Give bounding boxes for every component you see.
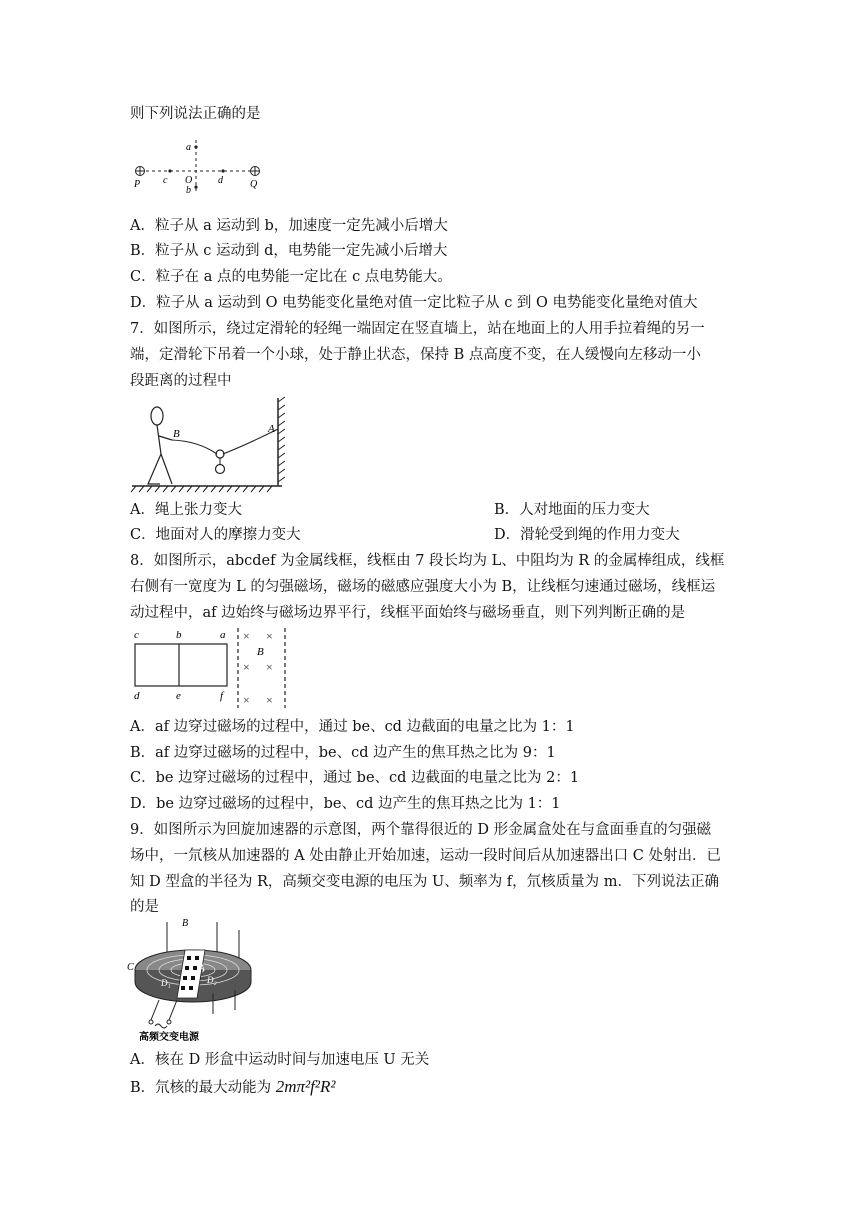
q7-stem-1: 7．如图所示，绕过定滑轮的轻绳一端固定在竖直墙上，站在地面上的人用手拉着绳的另一 bbox=[130, 321, 705, 337]
q8-label-b: b bbox=[176, 629, 182, 641]
q9-stem-4: 的是 bbox=[130, 899, 159, 915]
q6-figure bbox=[130, 136, 270, 196]
q6-label-P: P bbox=[134, 179, 141, 190]
q9-option-a: A．核在 D 形盒中运动时间与加速电压 U 无关 bbox=[130, 1052, 430, 1068]
svg-text:×: × bbox=[243, 660, 250, 674]
q7-stem-2: 端，定滑轮下吊着一个小球，处于静止状态，保持 B 点高度不变，在人缓慢向左移动一小 bbox=[130, 347, 701, 363]
q7-label-B: B bbox=[173, 428, 180, 440]
q8-label-c: c bbox=[134, 629, 139, 641]
q8-option-b: B．af 边穿过磁场的过程中，be、cd 边产生的焦耳热之比为 9：1 bbox=[130, 745, 556, 761]
q8-label-d: d bbox=[134, 690, 140, 702]
q9-option-b bbox=[130, 1077, 335, 1098]
q8-figure bbox=[130, 624, 295, 710]
q6-label-Q: Q bbox=[250, 179, 258, 190]
q6-label-a: a bbox=[186, 142, 191, 153]
q6-option-c: C．粒子在 a 点的电势能一定比在 c 点电势能大。 bbox=[130, 269, 452, 285]
q9-label-A: A bbox=[199, 963, 205, 973]
q6-label-b: b bbox=[186, 185, 191, 196]
svg-text:×: × bbox=[243, 693, 250, 707]
q6-label-c: c bbox=[163, 175, 168, 186]
svg-text:×: × bbox=[266, 660, 273, 674]
q6-option-b: B．粒子从 c 运动到 d，电势能一定先减小后增大 bbox=[130, 243, 448, 259]
q7-figure bbox=[128, 396, 293, 494]
svg-text:×: × bbox=[266, 693, 273, 707]
q7-option-d: D．滑轮受到绳的作用力变大 bbox=[494, 527, 680, 543]
q9-stem-1: 9．如图所示为回旋加速器的示意图，两个靠得很近的 D 形金属盒处在与盒面垂直的匀强磁 bbox=[130, 822, 712, 838]
q7-stem-3: 段距离的过程中 bbox=[130, 373, 232, 389]
q8-label-e: e bbox=[176, 690, 181, 702]
q9-stem-2: 场中，一氘核从加速器的 A 处由静止开始加速，运动一段时间后从加速器出口 C 处射出．已 bbox=[130, 848, 721, 864]
svg-text:×: × bbox=[243, 629, 250, 643]
q6-label-O: O bbox=[185, 175, 193, 186]
q9-option-b-prefix: B．氘核的最大动能为 bbox=[130, 1080, 276, 1096]
q8-label-f: f bbox=[220, 690, 224, 702]
q8-label-B: B bbox=[257, 646, 264, 658]
q9-stem-3: 知 D 型盒的半径为 R，高频交变电源的电压为 U、频率为 f，氘核质量为 m．下列说法正确 bbox=[130, 874, 720, 890]
q9-label-D2: D₂ bbox=[207, 975, 217, 985]
q9-option-b-formula: 2mπ²f²R² bbox=[275, 1077, 336, 1096]
q6-label-d: d bbox=[218, 175, 223, 186]
q9-figure bbox=[127, 916, 262, 1044]
q8-option-c: C．be 边穿过磁场的过程中，通过 be、cd 边截面的电量之比为 2：1 bbox=[130, 770, 580, 786]
q6-option-d: D．粒子从 a 运动到 O 电势能变化量绝对值一定比粒子从 c 到 O 电势能变化量绝对值大 bbox=[130, 295, 698, 311]
q8-option-a: A．af 边穿过磁场的过程中，通过 be、cd 边截面的电量之比为 1：1 bbox=[130, 719, 575, 735]
q7-option-b: B．人对地面的压力变大 bbox=[494, 502, 650, 518]
q7-label-A: A bbox=[268, 423, 275, 435]
q9-label-source: 高频交变电源 bbox=[139, 1032, 199, 1043]
q8-option-d: D．be 边穿过磁场的过程中，be、cd 边产生的焦耳热之比为 1：1 bbox=[130, 796, 561, 812]
q8-stem-3: 动过程中，af 边始终与磁场边界平行，线框平面始终与磁场垂直，则下列判断正确的是 bbox=[130, 605, 686, 621]
q6-option-a: A．粒子从 a 运动到 b，加速度一定先减小后增大 bbox=[130, 218, 448, 234]
q9-label-D1: D₁ bbox=[161, 978, 171, 988]
q9-label-C: C bbox=[127, 962, 134, 973]
q7-option-a: A．绳上张力变大 bbox=[130, 502, 242, 518]
q8-label-a: a bbox=[220, 629, 226, 641]
q7-option-c: C．地面对人的摩擦力变大 bbox=[130, 527, 301, 543]
q9-label-B: B bbox=[182, 918, 189, 929]
q8-stem-1: 8．如图所示，abcdef 为金属线框，线框由 7 段长均为 L、中阻均为 R 的金属棒组成，线框 bbox=[130, 553, 725, 569]
q8-stem-2: 右侧有一宽度为 L 的匀强磁场，磁场的磁感应强度大小为 B，让线框匀速通过磁场，线框运 bbox=[130, 579, 716, 595]
svg-text:×: × bbox=[266, 629, 273, 643]
q6-stem-tail: 则下列说法正确的是 bbox=[130, 106, 261, 122]
